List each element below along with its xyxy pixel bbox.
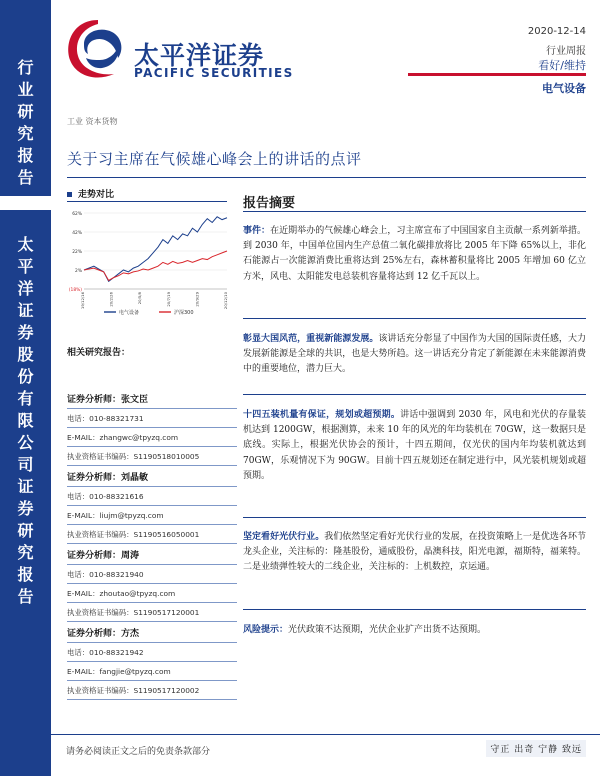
paragraph-text: 光伏政策不达预期，光伏企业扩产出货不达预期。 [288, 625, 487, 635]
analyst-list [67, 391, 237, 703]
square-bullet-icon [67, 192, 72, 197]
disclaimer-note: 请务必阅读正文之后的免责条款部分 [66, 747, 211, 757]
chart-y-tick-label: 22% [72, 250, 82, 255]
chart-x-tick-label: 20/9/29 [194, 292, 200, 307]
brand-name-en: PACIFIC SECURITIES [134, 66, 294, 80]
analyst-license: 执业资格证书编码：S1190516050001 [67, 525, 237, 544]
chart-legend-label: 沪深300 [174, 310, 194, 316]
sidebar-top-label: 行 业 研 究 报 告 [17, 58, 34, 187]
breadcrumb: 工业 资本货物 [67, 117, 118, 126]
paragraph-text: 在近期举办的气候雄心峰会上，习主席宣布了中国国家自主贡献一系列新举措。到 2030 年，中国单位国内生产总值二氧化碳排放将比 2005 年下降 65%以上，非化石能源占一次能源消费比重将达到 25%左右，森林蓄积量将比 2005 年增加 60 亿立方米，风电、太阳能发电总装机容量将达到 12 亿千瓦以上。 [243, 226, 586, 282]
chart-y-tick-label: (18%) [68, 288, 82, 293]
chart-series-line [84, 217, 227, 282]
paragraph-lead: 风险提示： [243, 625, 289, 635]
summary-paragraph [243, 224, 586, 285]
analyst-phone: 电话：010-88321942 [67, 643, 237, 662]
analyst-card [67, 391, 237, 466]
analyst-email[interactable]: E-MAIL：zhangwc@tpyzq.com [67, 428, 237, 447]
chart-x-tick-label: 20/12/10 [223, 292, 228, 310]
report-type: 行业周报 [546, 46, 586, 57]
paragraph-text: 该讲话充分彰显了中国作为大国的国际责任感，大力发展新能源是全球的共识，也是大势所趋。这一讲话充分肯定了新能源在未来能源消费中的重要地位，潜力巨大。 [243, 334, 586, 375]
trend-heading [67, 187, 227, 200]
pacific-securities-logo-icon [60, 14, 140, 84]
sidebar-band [0, 0, 51, 776]
paragraph-divider [243, 394, 586, 395]
trend-chart [62, 207, 232, 322]
analyst-card [67, 547, 237, 622]
chart-y-tick-label: 42% [72, 231, 82, 236]
chart-x-tick-label: 20/5/8 [137, 292, 143, 305]
analyst-card [67, 625, 237, 700]
page-title: 关于习主席在气候雄心峰会上的讲话的点评 [67, 150, 362, 168]
company-motto: 守正 出奇 宁静 致远 [486, 740, 586, 757]
header-accent-bar [408, 73, 586, 76]
analyst-name: 证券分析师：周涛 [67, 547, 237, 565]
trend-heading-rule [67, 201, 227, 202]
analyst-email[interactable]: E-MAIL：zhoutao@tpyzq.com [67, 584, 237, 603]
summary-title-rule [243, 211, 586, 212]
paragraph-lead: 坚定看好光伏行业。 [243, 532, 325, 542]
paragraph-text: 讲话中强调到 2030 年，风电和光伏的存量装机达到 1200GW，根据测算，未来 10 年的风光的年均装机在 70GW，这一数据只是底线。实际上，根据光伏协会的预计，十四五期间，仅光伏的国内年均装机就达到 70GW，乐观情况下为 90GW。目前十四五规划还在制定进行中，风光装机规划或超预期。 [243, 410, 586, 481]
analyst-license: 执业资格证书编码：S1190517120002 [67, 681, 237, 700]
chart-y-tick-label: 62% [72, 212, 82, 217]
analyst-email[interactable]: E-MAIL：liujm@tpyzq.com [67, 506, 237, 525]
brand-name-cn: 太平洋证券 [134, 41, 265, 70]
chart-x-tick-label: 19/12/16 [80, 292, 85, 310]
paragraph-lead: 彰显大国风范，重视新能源发展。 [243, 334, 379, 344]
sector-label: 电气设备 [542, 82, 586, 95]
trend-heading-text: 走势对比 [78, 190, 115, 200]
sidebar-bottom-label: 太 平 洋 证 券 股 份 有 限 公 司 证 券 研 究 报 告 [17, 235, 34, 606]
analyst-name: 证券分析师：刘晶敏 [67, 469, 237, 487]
chart-x-tick-label: 20/2/26 [108, 292, 114, 307]
sidebar-separator [0, 196, 51, 210]
paragraph-text: 我们依然坚定看好光伏行业的发展，在投资策略上一是优选各环节龙头企业，关注标的：隆基股份，通威股份，晶澳科技，阳光电源，福斯特，福莱特。二是业绩弹性较大的二线企业，关注标的：上机数控，京运通。 [243, 532, 586, 573]
summary-paragraph [243, 623, 586, 638]
footer-rule [51, 734, 600, 735]
paragraph-lead: 十四五装机量有保证，规划或超预期。 [243, 410, 401, 420]
related-reports-label: 相关研究报告： [67, 348, 131, 358]
summary-title: 报告摘要 [243, 196, 296, 211]
analyst-license: 执业资格证书编码：S1190517120001 [67, 603, 237, 622]
rating-label: 看好/维持 [538, 59, 586, 72]
analyst-name: 证券分析师：方杰 [67, 625, 237, 643]
analyst-card [67, 469, 237, 544]
report-date: 2020-12-14 [527, 26, 586, 37]
summary-paragraph [243, 530, 586, 576]
analyst-phone: 电话：010-88321940 [67, 565, 237, 584]
analyst-email[interactable]: E-MAIL：fangjie@tpyzq.com [67, 662, 237, 681]
summary-paragraph [243, 408, 586, 484]
chart-y-tick-label: 2% [75, 269, 82, 274]
paragraph-divider [243, 609, 586, 610]
analyst-phone: 电话：010-88321616 [67, 487, 237, 506]
paragraph-divider [243, 318, 586, 319]
analyst-license: 执业资格证书编码：S1190518010005 [67, 447, 237, 466]
chart-legend-label: 电气设备 [119, 310, 140, 316]
analyst-phone: 电话：010-88321731 [67, 409, 237, 428]
summary-paragraph [243, 332, 586, 378]
paragraph-divider [243, 517, 586, 518]
chart-x-tick-label: 20/7/19 [165, 292, 171, 307]
paragraph-lead: 事件： [243, 226, 271, 236]
analyst-name: 证券分析师：张文臣 [67, 391, 237, 409]
title-divider [67, 177, 586, 178]
